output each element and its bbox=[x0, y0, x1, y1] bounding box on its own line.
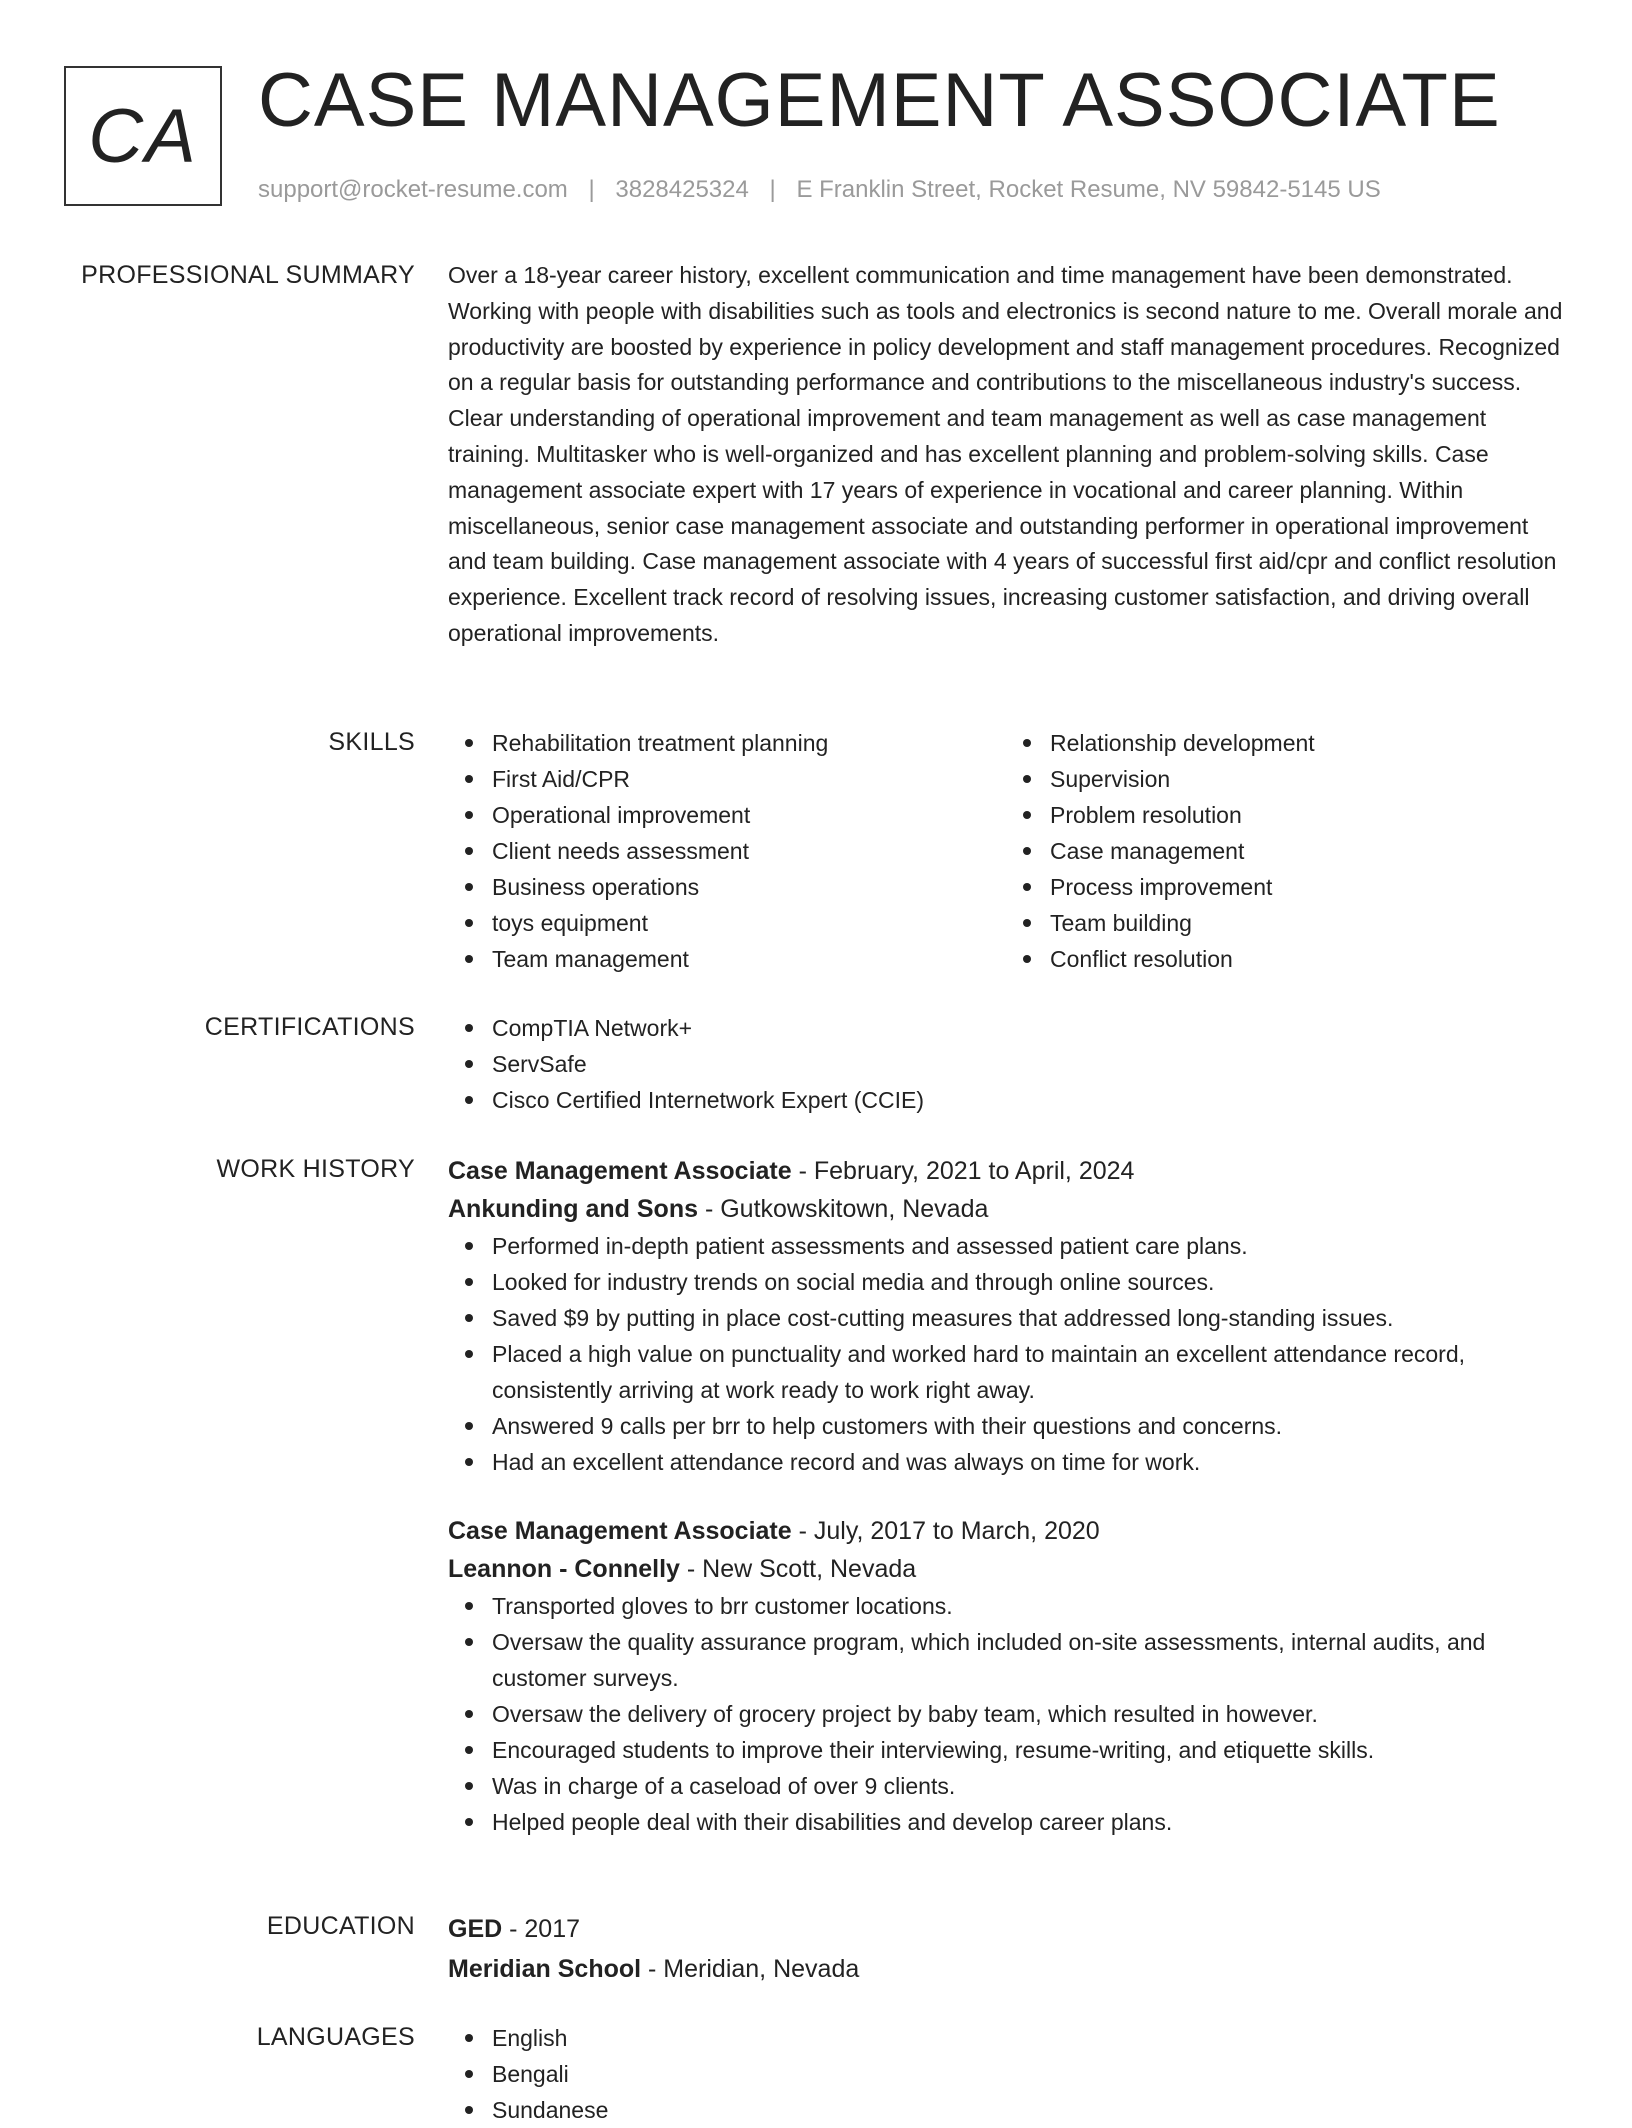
education-year: - 2017 bbox=[502, 1915, 581, 1943]
certifications-body bbox=[448, 1010, 1564, 1118]
list-item: Was in charge of a caseload of over 9 clients. bbox=[492, 1768, 1564, 1804]
list-item: Process improvement bbox=[1050, 869, 1564, 905]
education-heading: EDUCATION bbox=[266, 1912, 415, 1940]
job-bullets bbox=[448, 1588, 1564, 1840]
list-item: Problem resolution bbox=[1050, 797, 1564, 833]
list-item: Had an excellent attendance record and was always on time for work. bbox=[492, 1444, 1564, 1480]
education-degree-line bbox=[448, 1909, 1564, 1949]
job-dates: - July, 2017 to March, 2020 bbox=[791, 1517, 1100, 1545]
resume-name-title: CASE MANAGEMENT ASSOCIATE bbox=[258, 58, 1501, 143]
list-item: Team building bbox=[1050, 905, 1564, 941]
monogram-badge bbox=[64, 66, 222, 206]
list-item: Rehabilitation treatment planning bbox=[492, 725, 1006, 761]
education-location: - Meridian, Nevada bbox=[641, 1955, 860, 1983]
job-company: Ankunding and Sons bbox=[448, 1195, 698, 1223]
list-item: Cisco Certified Internetwork Expert (CCIE) bbox=[492, 1082, 1564, 1118]
list-item: Performed in-depth patient assessments and assessed patient care plans. bbox=[492, 1228, 1564, 1264]
list-item: Sundanese bbox=[492, 2092, 1564, 2128]
list-item: English bbox=[492, 2020, 1564, 2056]
job-company: Leannon - Connelly bbox=[448, 1555, 680, 1583]
job-bullets bbox=[448, 1228, 1564, 1480]
list-item: Relationship development bbox=[1050, 725, 1564, 761]
job-location: - New Scott, Nevada bbox=[679, 1555, 917, 1583]
education-body bbox=[448, 1909, 1564, 1989]
education-school-line bbox=[448, 1949, 1564, 1989]
list-item: First Aid/CPR bbox=[492, 761, 1006, 797]
list-item: ServSafe bbox=[492, 1046, 1564, 1082]
list-item: Transported gloves to brr customer locations. bbox=[492, 1588, 1564, 1624]
skills-list-left bbox=[448, 725, 1006, 977]
list-item: Client needs assessment bbox=[492, 833, 1006, 869]
job-company-line bbox=[448, 1550, 1564, 1588]
list-item: Encouraged students to improve their interviewing, resume-writing, and etiquette skills. bbox=[492, 1732, 1564, 1768]
education-degree: GED bbox=[448, 1915, 503, 1943]
job-dates: - February, 2021 to April, 2024 bbox=[791, 1157, 1135, 1185]
contact-address: E Franklin Street, Rocket Resume, NV 59842-5145 US bbox=[796, 176, 1381, 203]
list-item: Helped people deal with their disabilities and develop career plans. bbox=[492, 1804, 1564, 1840]
skills-list-right bbox=[1006, 725, 1564, 977]
education-school: Meridian School bbox=[448, 1955, 642, 1983]
list-item: Operational improvement bbox=[492, 797, 1006, 833]
contact-phone[interactable]: 3828425324 bbox=[615, 176, 749, 203]
list-item: Looked for industry trends on social media and through online sources. bbox=[492, 1264, 1564, 1300]
job-company-line bbox=[448, 1190, 1564, 1228]
skills-heading: SKILLS bbox=[328, 728, 415, 756]
job-location: - Gutkowskitown, Nevada bbox=[698, 1195, 989, 1223]
list-item: Placed a high value on punctuality and worked hard to maintain an excellent attendance record, consistently arriving at work ready to work right away. bbox=[492, 1336, 1564, 1408]
list-item: Case management bbox=[1050, 833, 1564, 869]
list-item: Oversaw the delivery of grocery project by baby team, which resulted in however. bbox=[492, 1696, 1564, 1732]
languages-heading: LANGUAGES bbox=[256, 2023, 415, 2051]
certifications-list bbox=[448, 1010, 1564, 1118]
job-entry bbox=[448, 1512, 1564, 1840]
list-item: toys equipment bbox=[492, 905, 1006, 941]
contact-separator: | bbox=[588, 176, 595, 203]
list-item: Business operations bbox=[492, 869, 1006, 905]
contact-email[interactable]: support@rocket-resume.com bbox=[258, 176, 568, 203]
list-item: Conflict resolution bbox=[1050, 941, 1564, 977]
contact-separator: | bbox=[769, 176, 776, 203]
summary-text: Over a 18-year career history, excellent communication and time management have been demonstrated. Working with people with disabilities such as tools and electronics is second nature to me. Overall morale and productivity are boosted by experience in policy development and staff management procedures. Recognized on a regular basis for outstanding performance and contributions to the miscellaneous industry's success. Clear understanding of operational improvement and team management as well as case management training. Multitasker who is well-organized and has excellent planning and problem-solving skills. Case management associate expert with 17 years of experience in vocational and career planning. Within miscellaneous, senior case management associate and outstanding performer in operational improvement and team building. Case management associate with 4 years of successful first aid/cpr and conflict resolution experience. Excellent track record of resolving issues, increasing customer satisfaction, and driving overall operational improvements. bbox=[448, 262, 1563, 646]
monogram-initials: CA bbox=[88, 93, 198, 179]
list-item: Bengali bbox=[492, 2056, 1564, 2092]
list-item: Supervision bbox=[1050, 761, 1564, 797]
list-item: Answered 9 calls per brr to help customers with their questions and concerns. bbox=[492, 1408, 1564, 1444]
job-entry bbox=[448, 1152, 1564, 1480]
work-history-body bbox=[448, 1152, 1564, 1840]
job-title: Case Management Associate bbox=[448, 1157, 792, 1185]
skills-columns bbox=[448, 725, 1564, 977]
list-item: Oversaw the quality assurance program, which included on-site assessments, internal audits, and customer surveys. bbox=[492, 1624, 1564, 1696]
job-title-line bbox=[448, 1152, 1564, 1190]
work-history-heading: WORK HISTORY bbox=[216, 1155, 415, 1183]
summary-heading: PROFESSIONAL SUMMARY bbox=[81, 261, 415, 289]
list-item: Team management bbox=[492, 941, 1006, 977]
job-title-line bbox=[448, 1512, 1564, 1550]
contact-line bbox=[258, 174, 1381, 206]
job-title: Case Management Associate bbox=[448, 1517, 792, 1545]
certifications-heading: CERTIFICATIONS bbox=[204, 1013, 415, 1041]
list-item: Saved $9 by putting in place cost-cutting measures that addressed long-standing issues. bbox=[492, 1300, 1564, 1336]
list-item: CompTIA Network+ bbox=[492, 1010, 1564, 1046]
